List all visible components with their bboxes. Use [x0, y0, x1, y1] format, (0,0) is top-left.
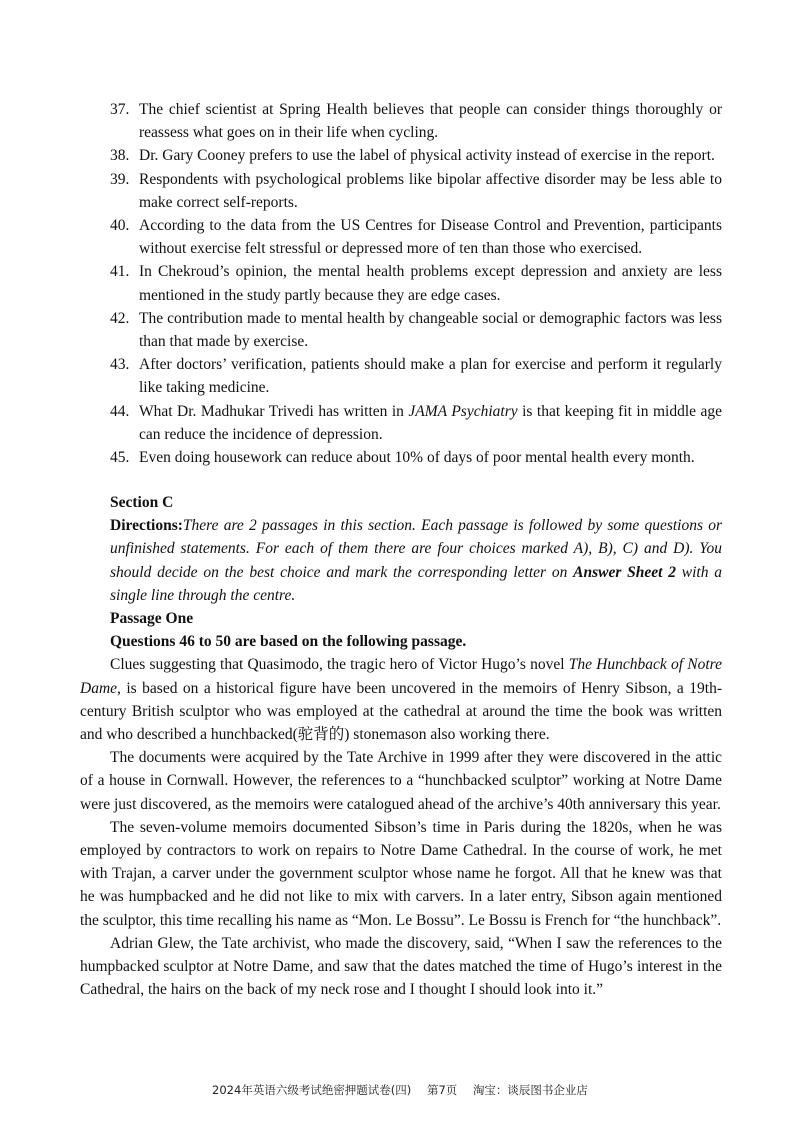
book-title: The Hunchback of Notre Dame	[80, 656, 722, 697]
question-item	[110, 260, 722, 306]
question-item	[110, 214, 722, 260]
question-text-part: is that keeping fit in middle age can reduce the incidence of depression.	[139, 402, 722, 443]
question-item	[110, 144, 722, 167]
question-number: 44.	[110, 402, 130, 420]
question-item	[110, 400, 722, 446]
section-c	[80, 491, 722, 1001]
footer-title: 2024年英语六级考试绝密押题试卷(四)	[212, 1083, 412, 1097]
passage-paragraph	[80, 653, 722, 746]
question-list	[110, 98, 722, 469]
question-number: 38.	[110, 147, 130, 165]
question-text: Dr. Gary Cooney prefers to use the label of physical activity instead of exercise in the report.	[139, 147, 715, 165]
question-item	[110, 168, 722, 214]
question-item	[110, 307, 722, 353]
paragraph-text: Clues suggesting that Quasimodo, the tragic hero of Victor Hugo’s novel	[110, 656, 569, 674]
question-number: 39.	[110, 170, 130, 188]
question-text: According to the data from the US Centres for Disease Control and Prevention, participants without exercise felt stressful or depressed more of ten than those who exercised.	[139, 217, 722, 258]
question-text: Respondents with psychological problems like bipolar affective disorder may be less able to make correct self-reports.	[139, 170, 722, 211]
question-number: 37.	[110, 101, 130, 118]
question-number: 40.	[110, 217, 130, 235]
question-number: 42.	[110, 309, 130, 327]
directions	[80, 514, 722, 607]
directions-label: Directions:	[110, 517, 183, 535]
question-text: Even doing housework can reduce about 10% of days of poor mental health every month.	[139, 449, 695, 467]
answer-sheet-ref: Answer Sheet 2	[573, 563, 676, 581]
paragraph-text: , is based on a historical figure have been uncovered in the memoirs of Henry Sibson, a 19th-century British sculptor who was employed at the cathedral at around the time the book was written and who described a hunchbacked(驼背的) stonemason also working there.	[80, 679, 722, 744]
footer-shop: 淘宝：谈辰图书企业店	[472, 1083, 588, 1097]
passage-paragraph: The documents were acquired by the Tate Archive in 1999 after they were discovered in the attic of a house in Cornwall. However, the references to a “hunchbacked sculptor” working at Notre Dame were just discovered, as the memoirs were catalogued ahead of the archive’s 40th anniversary this year.	[80, 749, 722, 813]
question-number: 45.	[110, 449, 130, 467]
question-number: 43.	[110, 356, 130, 374]
question-text: The chief scientist at Spring Health believes that people can consider things thoroughly or reassess what goes on in their life when cycling.	[139, 101, 722, 142]
question-text: After doctors’ verification, patients should make a plan for exercise and perform it regularly like taking medicine.	[139, 356, 722, 397]
passage-paragraph: Adrian Glew, the Tate archivist, who made the discovery, said, “When I saw the references to the humpbacked sculptor at Notre Dame, and saw that the dates matched the time of Hugo’s interest in the Cathedral, the hairs on the back of my neck rose and I thought I should look into it.”	[80, 934, 722, 999]
question-item	[110, 98, 722, 144]
passage-paragraph: The seven-volume memoirs documented Sibson’s time in Paris during the 1820s, when he was employed by contractors to work on repairs to Notre Dame Cathedral. In the course of work, he met with Trajan, a carver under the government sculptor whose name he forgot. All that he knew was that he was humpbacked and he did not like to mix with carvers. In a later entry, Sibson again mentioned the sculptor, this time recalling his name as “Mon. Le Bossu”. Le Bossu is French for “the hunchback”.	[80, 818, 722, 929]
journal-title: JAMA Psychiatry	[408, 402, 518, 420]
question-text	[139, 400, 722, 446]
question-number: 41.	[110, 263, 130, 281]
passage-title: Passage One	[110, 610, 194, 628]
question-text: The contribution made to mental health by changeable social or demographic factors was less than that made by exercise.	[139, 309, 722, 351]
questions-heading: Questions 46 to 50 are based on the following passage.	[110, 633, 467, 651]
question-item	[110, 353, 722, 399]
question-text: In Chekroud’s opinion, the mental health problems except depression and anxiety are less mentioned in the study partly because they are edge cases.	[139, 263, 722, 304]
question-text-part: What Dr. Madhukar Trivedi has written in	[139, 402, 409, 420]
footer-page-number: 第7页	[426, 1083, 458, 1097]
directions-text: with a single line through the centre.	[110, 563, 722, 604]
section-title: Section C	[110, 494, 174, 511]
question-item	[110, 446, 722, 469]
page-footer	[0, 1082, 800, 1098]
directions-text: There are 2 passages in this section. Each passage is followed by some questions or unfinished statements. For each of them there are four choices marked A), B), C) and D). You should decide on the best choice and mark the corresponding letter on	[110, 517, 722, 581]
